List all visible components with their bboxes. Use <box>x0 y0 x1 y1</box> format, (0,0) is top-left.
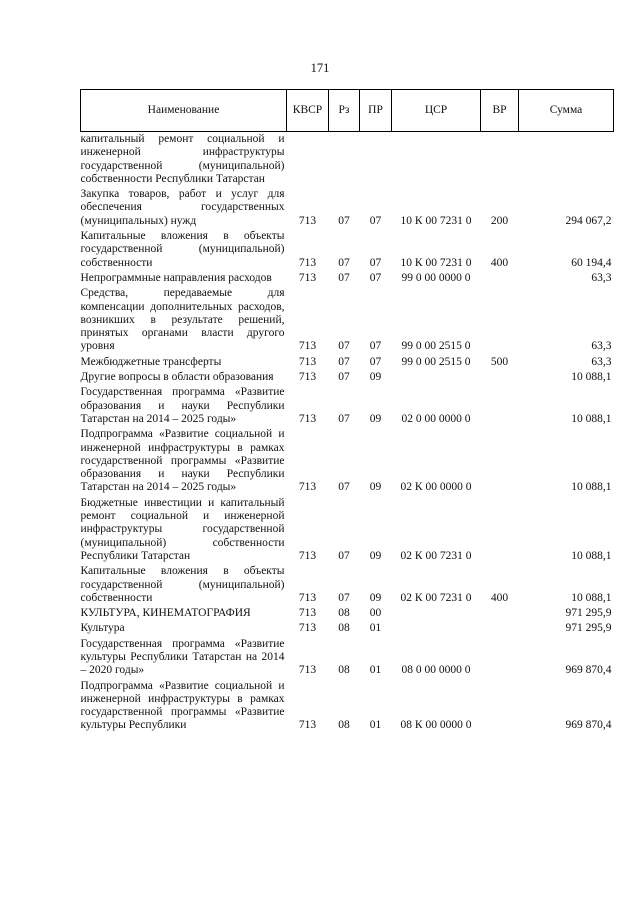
header-pr: ПР <box>360 90 392 132</box>
cell-name: Другие вопросы в области образования <box>80 371 274 384</box>
table-row <box>81 356 614 371</box>
cell-kvsr: 713 <box>298 481 317 494</box>
cell-kvsr: 713 <box>298 214 317 227</box>
cell-name: Межбюджетные трансферты <box>80 355 222 368</box>
cell-rz: 07 <box>338 591 350 604</box>
cell-sum: 10 088,1 <box>571 412 612 425</box>
cell-rz: 08 <box>338 719 350 732</box>
cell-pr: 09 <box>369 591 382 604</box>
cell-kvsr: 713 <box>298 549 317 562</box>
cell-name: Культура <box>80 622 125 635</box>
cell-name: Бюджетные инвестиции и капитальный ремонт социальной и инженерной инфраструктуры государственной (муниципальной) собственности Республики Татарстан <box>80 496 285 562</box>
cell-csr: 10 К 00 7231 0 <box>400 256 472 269</box>
cell-sum: 63,3 <box>591 355 612 368</box>
cell-csr <box>392 607 481 622</box>
cell-sum: 10 088,1 <box>571 371 612 384</box>
table-row <box>81 287 614 355</box>
cell-vr <box>481 638 519 680</box>
cell-vr <box>481 428 519 496</box>
cell-rz: 07 <box>338 481 350 494</box>
cell-kvsr: 713 <box>298 256 317 269</box>
table-row <box>81 230 614 272</box>
cell-sum: 63,3 <box>591 340 612 353</box>
cell-kvsr: 713 <box>298 607 317 620</box>
cell-pr: 07 <box>369 340 382 353</box>
cell-pr: 00 <box>369 607 382 620</box>
cell-pr: 09 <box>369 481 382 494</box>
cell-rz: 08 <box>338 622 350 635</box>
cell-name: Капитальные вложения в объекты государственной (муниципальной) собственности <box>80 230 285 269</box>
cell-sum <box>519 132 614 189</box>
cell-sum: 969 870,4 <box>565 664 612 677</box>
cell-csr: 02 0 00 0000 0 <box>401 412 471 425</box>
cell-csr <box>392 371 481 386</box>
cell-csr: 08 К 00 0000 0 <box>400 719 472 732</box>
cell-pr <box>360 132 392 189</box>
header-rz: Рз <box>329 90 360 132</box>
cell-name: капитальный ремонт социальной и инженерной инфраструктуры государственной (муниципальной) собственности Республики Татарстан <box>80 133 285 185</box>
cell-vr <box>481 497 519 565</box>
cell-vr <box>481 272 519 287</box>
header-csr: ЦСР <box>392 90 481 132</box>
cell-vr: 200 <box>490 214 509 227</box>
cell-csr: 02 К 00 7231 0 <box>400 549 472 562</box>
cell-kvsr: 713 <box>298 340 317 353</box>
cell-sum: 10 088,1 <box>571 481 612 494</box>
cell-kvsr: 713 <box>298 622 317 635</box>
cell-vr <box>481 386 519 428</box>
cell-name: Государственная программа «Развитие образования и науки Республики Татарстан на 2014 – 2025 годы» <box>80 386 285 425</box>
cell-pr: 09 <box>369 412 382 425</box>
cell-kvsr: 713 <box>298 591 317 604</box>
cell-sum: 10 088,1 <box>571 591 612 604</box>
cell-pr: 01 <box>369 622 382 635</box>
table-row <box>81 497 614 565</box>
cell-sum: 294 067,2 <box>565 214 612 227</box>
cell-pr: 07 <box>369 214 382 227</box>
cell-vr: 500 <box>490 355 509 368</box>
cell-kvsr: 713 <box>298 355 317 368</box>
table-row <box>81 622 614 637</box>
cell-name: Непрограммные направления расходов <box>80 271 272 284</box>
cell-vr: 400 <box>490 591 509 604</box>
cell-kvsr: 713 <box>298 664 317 677</box>
budget-table <box>80 89 614 735</box>
cell-rz: 07 <box>338 355 350 368</box>
table-row <box>81 607 614 622</box>
header-sum: Сумма <box>519 90 614 132</box>
cell-kvsr: 713 <box>298 412 317 425</box>
cell-pr: 01 <box>369 664 382 677</box>
cell-csr: 10 К 00 7231 0 <box>400 214 472 227</box>
cell-csr: 99 0 00 0000 0 <box>401 271 471 284</box>
cell-sum: 971 295,9 <box>565 622 612 635</box>
header-vr: ВР <box>481 90 519 132</box>
cell-pr: 01 <box>369 719 382 732</box>
cell-vr <box>481 371 519 386</box>
cell-rz: 07 <box>338 271 350 284</box>
header-name: Наименование <box>81 90 287 132</box>
cell-name: Подпрограмма «Развитие социальной и инженерной инфраструктуры в рамках государственной программы «Развитие образования и науки Республики Татарстан на 2014 – 2025 годы» <box>80 428 285 494</box>
cell-vr <box>481 680 519 735</box>
cell-name: Средства, передаваемые для компенсации дополнительных расходов, возникших в результате решений, принятых органами власти другого уровня <box>80 287 285 353</box>
cell-vr <box>481 287 519 355</box>
cell-sum: 969 870,4 <box>565 719 612 732</box>
cell-vr <box>481 607 519 622</box>
cell-name: Закупка товаров, работ и услуг для обеспечения государственных (муниципальных) нужд <box>80 188 285 227</box>
cell-csr: 02 К 00 0000 0 <box>400 481 472 494</box>
cell-csr: 08 0 00 0000 0 <box>401 664 471 677</box>
cell-vr <box>481 622 519 637</box>
cell-sum: 10 088,1 <box>571 549 612 562</box>
cell-kvsr: 713 <box>298 271 317 284</box>
cell-pr: 07 <box>369 271 382 284</box>
cell-rz <box>329 132 360 189</box>
cell-rz: 07 <box>338 214 350 227</box>
cell-csr: 99 0 00 2515 0 <box>401 340 471 353</box>
table-row <box>81 272 614 287</box>
page-number: 171 <box>310 61 330 75</box>
table-body <box>81 132 614 735</box>
cell-csr: 02 К 00 7231 0 <box>400 591 472 604</box>
table-row <box>81 371 614 386</box>
cell-name: Капитальные вложения в объекты государственной (муниципальной) собственности <box>80 565 285 604</box>
table-header-row <box>81 90 614 132</box>
cell-kvsr: 713 <box>298 371 317 384</box>
cell-sum: 60 194,4 <box>571 256 612 269</box>
cell-name: Подпрограмма «Развитие социальной и инженерной инфраструктуры в рамках государственной программы «Развитие культуры Республики <box>80 679 285 732</box>
cell-sum: 971 295,9 <box>565 607 612 620</box>
cell-rz: 07 <box>338 256 350 269</box>
table-row <box>81 680 614 735</box>
cell-kvsr <box>287 132 329 189</box>
cell-name: КУЛЬТУРА, КИНЕМАТОГРАФИЯ <box>80 607 251 620</box>
table-row <box>81 565 614 607</box>
cell-pr: 09 <box>369 549 382 562</box>
cell-rz: 07 <box>338 371 350 384</box>
cell-rz: 08 <box>338 607 350 620</box>
cell-csr: 99 0 00 2515 0 <box>401 355 471 368</box>
cell-kvsr: 713 <box>298 719 317 732</box>
cell-pr: 07 <box>369 256 382 269</box>
cell-rz: 08 <box>338 664 350 677</box>
table-row <box>81 638 614 680</box>
cell-vr: 400 <box>490 256 509 269</box>
cell-rz: 07 <box>338 412 350 425</box>
table-row <box>81 188 614 230</box>
table-row <box>81 132 614 189</box>
cell-csr <box>392 622 481 637</box>
cell-vr <box>481 132 519 189</box>
table-row <box>81 428 614 496</box>
header-kvsr: КВСР <box>287 90 329 132</box>
cell-rz: 07 <box>338 549 350 562</box>
table-row <box>81 386 614 428</box>
cell-pr: 07 <box>369 355 382 368</box>
cell-sum: 63,3 <box>591 271 612 284</box>
cell-csr <box>392 132 481 189</box>
cell-name: Государственная программа «Развитие культуры Республики Татарстан на 2014 – 2020 годы» <box>80 637 285 677</box>
cell-rz: 07 <box>338 340 350 353</box>
cell-pr: 09 <box>369 371 382 384</box>
